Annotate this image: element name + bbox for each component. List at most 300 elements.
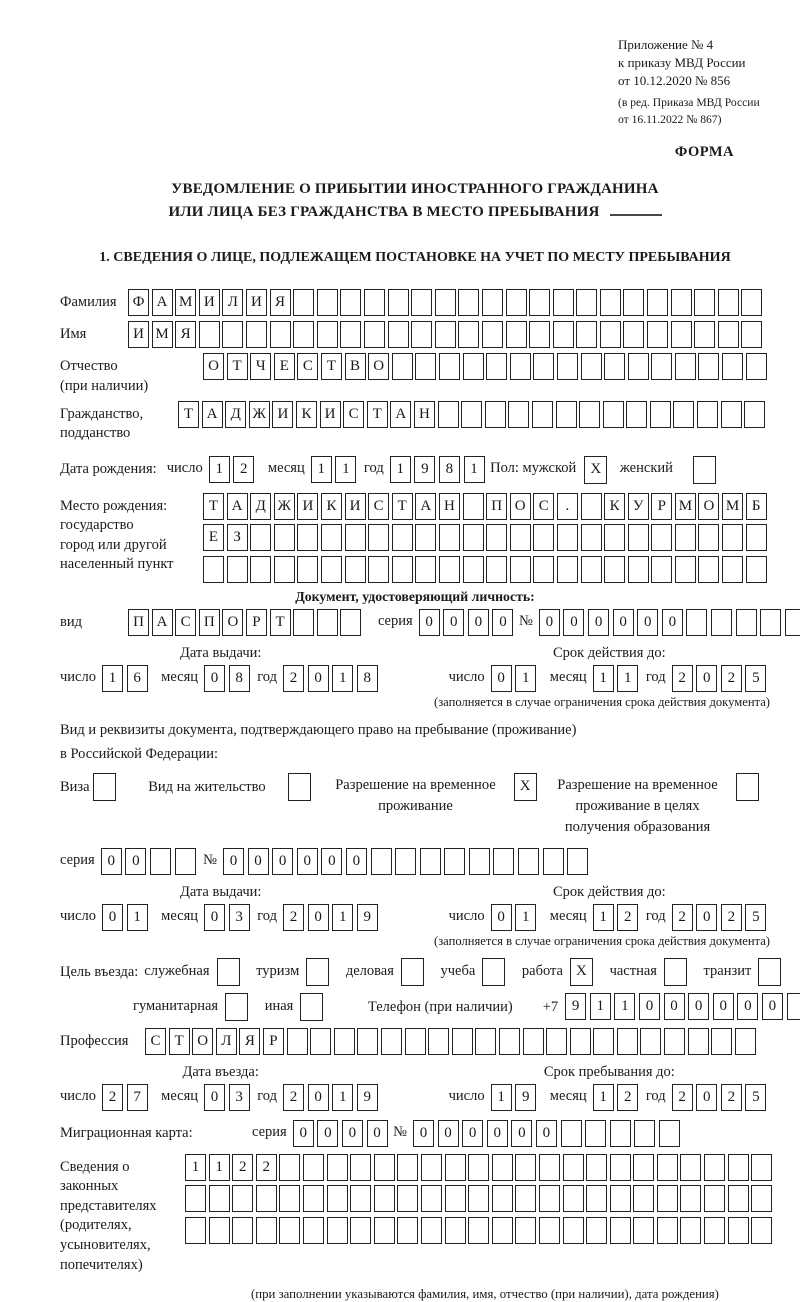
char-cell[interactable]: 2 [672,665,693,692]
char-cell[interactable] [675,353,696,380]
char-cell[interactable] [421,1217,442,1244]
char-cell[interactable] [650,401,671,428]
char-cell[interactable] [468,1185,489,1212]
char-cell[interactable] [651,556,672,583]
char-cell[interactable]: Т [178,401,199,428]
char-cell[interactable] [617,1028,638,1055]
char-cell[interactable] [698,524,719,551]
char-cell[interactable]: Я [270,289,291,316]
char-cell[interactable]: 6 [127,665,148,692]
char-cell[interactable]: 1 [491,1084,512,1111]
char-cell[interactable]: О [203,353,224,380]
char-cell[interactable] [300,993,323,1021]
char-cell[interactable]: 0 [563,609,584,636]
char-cell[interactable] [482,289,503,316]
char-cell[interactable]: Б [746,493,767,520]
char-cell[interactable] [698,556,719,583]
char-cell[interactable]: Т [203,493,224,520]
char-cell[interactable]: 0 [511,1120,532,1147]
char-cell[interactable] [623,289,644,316]
char-cell[interactable]: 0 [204,665,225,692]
char-cell[interactable]: 0 [462,1120,483,1147]
char-cell[interactable] [225,993,248,1021]
char-cell[interactable] [368,524,389,551]
char-cell[interactable] [397,1154,418,1181]
char-cell[interactable] [492,1217,513,1244]
char-cell[interactable] [401,958,424,986]
char-cell[interactable] [746,556,767,583]
char-cell[interactable] [604,556,625,583]
char-cell[interactable]: П [128,609,149,636]
char-cell[interactable] [585,1120,606,1147]
char-cell[interactable] [553,289,574,316]
char-cell[interactable] [785,609,800,636]
char-cell[interactable] [175,848,196,875]
char-cell[interactable] [751,1154,772,1181]
char-cell[interactable] [421,1185,442,1212]
char-cell[interactable] [374,1217,395,1244]
char-cell[interactable] [604,524,625,551]
char-cell[interactable] [321,524,342,551]
char-cell[interactable]: 0 [308,1084,329,1111]
char-cell[interactable] [675,556,696,583]
char-cell[interactable]: О [222,609,243,636]
char-cell[interactable]: 3 [229,1084,250,1111]
char-cell[interactable]: 1 [332,904,353,931]
char-cell[interactable] [274,556,295,583]
char-cell[interactable]: В [345,353,366,380]
char-cell[interactable] [567,848,588,875]
char-cell[interactable]: 1 [311,456,332,483]
char-cell[interactable]: 0 [346,848,367,875]
char-cell[interactable] [529,289,550,316]
char-cell[interactable]: С [368,493,389,520]
char-cell[interactable]: 1 [593,904,614,931]
char-cell[interactable] [463,493,484,520]
char-cell[interactable]: С [145,1028,166,1055]
char-cell[interactable] [576,321,597,348]
char-cell[interactable]: Р [246,609,267,636]
char-cell[interactable] [327,1217,348,1244]
char-cell[interactable]: 0 [664,993,685,1020]
char-cell[interactable] [586,1217,607,1244]
char-cell[interactable] [475,1028,496,1055]
char-cell[interactable] [533,556,554,583]
char-cell[interactable]: У [628,493,649,520]
char-cell[interactable] [452,1028,473,1055]
char-cell[interactable]: М [675,493,696,520]
char-cell[interactable]: 5 [745,904,766,931]
char-cell[interactable]: Ж [274,493,295,520]
char-cell[interactable] [533,524,554,551]
char-cell[interactable] [345,524,366,551]
char-cell[interactable] [704,1185,725,1212]
char-cell[interactable] [439,524,460,551]
char-cell[interactable] [150,848,171,875]
char-cell[interactable]: 0 [317,1120,338,1147]
char-cell[interactable]: 0 [536,1120,557,1147]
char-cell[interactable]: Д [225,401,246,428]
char-cell[interactable] [445,1185,466,1212]
char-cell[interactable] [581,493,602,520]
char-cell[interactable]: Е [203,524,224,551]
char-cell[interactable] [274,524,295,551]
char-cell[interactable] [327,1154,348,1181]
char-cell[interactable] [751,1185,772,1212]
char-cell[interactable] [250,556,271,583]
char-cell[interactable]: 1 [593,1084,614,1111]
char-cell[interactable] [293,321,314,348]
char-cell[interactable] [499,1028,520,1055]
char-cell[interactable] [539,1154,560,1181]
char-cell[interactable]: К [321,493,342,520]
char-cell[interactable] [293,289,314,316]
char-cell[interactable] [321,556,342,583]
char-cell[interactable] [671,321,692,348]
char-cell[interactable]: 2 [233,456,254,483]
char-cell[interactable] [647,289,668,316]
char-cell[interactable] [561,1120,582,1147]
char-cell[interactable] [203,556,224,583]
char-cell[interactable]: 8 [229,665,250,692]
char-cell[interactable] [581,353,602,380]
char-cell[interactable] [634,1120,655,1147]
char-cell[interactable] [673,401,694,428]
char-cell[interactable]: С [533,493,554,520]
char-cell[interactable] [581,524,602,551]
char-cell[interactable]: 0 [491,904,512,931]
char-cell[interactable]: 2 [721,1084,742,1111]
char-cell[interactable]: Л [222,289,243,316]
char-cell[interactable]: 0 [662,609,683,636]
char-cell[interactable] [287,1028,308,1055]
char-cell[interactable]: 0 [688,993,709,1020]
char-cell[interactable] [760,609,781,636]
char-cell[interactable]: Н [414,401,435,428]
char-cell[interactable] [603,401,624,428]
char-cell[interactable] [628,353,649,380]
char-cell[interactable] [718,321,739,348]
char-cell[interactable] [482,321,503,348]
char-cell[interactable]: 1 [593,665,614,692]
char-cell[interactable] [556,401,577,428]
char-cell[interactable]: 0 [762,993,783,1020]
char-cell[interactable]: О [192,1028,213,1055]
char-cell[interactable] [222,321,243,348]
char-cell[interactable] [334,1028,355,1055]
char-cell[interactable] [579,401,600,428]
char-cell[interactable] [371,848,392,875]
char-cell[interactable]: X [514,773,537,801]
char-cell[interactable]: 1 [185,1154,206,1181]
char-cell[interactable] [518,848,539,875]
char-cell[interactable]: С [297,353,318,380]
char-cell[interactable]: 0 [491,665,512,692]
char-cell[interactable] [340,321,361,348]
char-cell[interactable] [697,401,718,428]
char-cell[interactable] [586,1154,607,1181]
char-cell[interactable] [458,289,479,316]
char-cell[interactable]: З [227,524,248,551]
char-cell[interactable]: Т [321,353,342,380]
char-cell[interactable] [445,1154,466,1181]
char-cell[interactable]: 1 [390,456,411,483]
char-cell[interactable] [340,289,361,316]
char-cell[interactable] [746,524,767,551]
char-cell[interactable]: К [604,493,625,520]
char-cell[interactable] [405,1028,426,1055]
char-cell[interactable] [722,353,743,380]
char-cell[interactable] [350,1154,371,1181]
char-cell[interactable]: Ч [250,353,271,380]
char-cell[interactable] [411,321,432,348]
char-cell[interactable]: 2 [672,1084,693,1111]
char-cell[interactable]: 2 [283,1084,304,1111]
char-cell[interactable] [680,1154,701,1181]
char-cell[interactable] [327,1185,348,1212]
char-cell[interactable]: 0 [419,609,440,636]
char-cell[interactable] [539,1217,560,1244]
char-cell[interactable] [746,353,767,380]
char-cell[interactable]: . [557,493,578,520]
char-cell[interactable] [576,289,597,316]
char-cell[interactable]: 2 [256,1154,277,1181]
char-cell[interactable]: 1 [332,665,353,692]
char-cell[interactable] [741,289,762,316]
char-cell[interactable] [486,353,507,380]
char-cell[interactable] [728,1217,749,1244]
char-cell[interactable]: Т [392,493,413,520]
char-cell[interactable] [664,1028,685,1055]
char-cell[interactable] [718,289,739,316]
char-cell[interactable]: 0 [737,993,758,1020]
char-cell[interactable] [508,401,529,428]
char-cell[interactable] [392,353,413,380]
char-cell[interactable] [357,1028,378,1055]
char-cell[interactable] [392,556,413,583]
char-cell[interactable] [463,524,484,551]
char-cell[interactable] [680,1185,701,1212]
char-cell[interactable] [563,1154,584,1181]
char-cell[interactable] [428,1028,449,1055]
char-cell[interactable] [633,1154,654,1181]
char-cell[interactable]: 0 [308,665,329,692]
char-cell[interactable]: 7 [127,1084,148,1111]
char-cell[interactable] [415,353,436,380]
char-cell[interactable] [420,848,441,875]
char-cell[interactable] [303,1185,324,1212]
char-cell[interactable]: 1 [464,456,485,483]
char-cell[interactable] [633,1185,654,1212]
char-cell[interactable] [388,289,409,316]
char-cell[interactable] [688,1028,709,1055]
char-cell[interactable] [657,1217,678,1244]
char-cell[interactable]: 0 [637,609,658,636]
char-cell[interactable] [686,609,707,636]
char-cell[interactable] [539,1185,560,1212]
char-cell[interactable] [657,1154,678,1181]
char-cell[interactable] [232,1217,253,1244]
char-cell[interactable]: М [722,493,743,520]
char-cell[interactable]: 9 [565,993,586,1020]
char-cell[interactable] [610,1154,631,1181]
char-cell[interactable]: 0 [321,848,342,875]
char-cell[interactable]: 1 [209,456,230,483]
char-cell[interactable] [693,456,716,484]
char-cell[interactable] [506,289,527,316]
char-cell[interactable]: 1 [209,1154,230,1181]
char-cell[interactable]: X [584,456,607,484]
char-cell[interactable]: 9 [515,1084,536,1111]
char-cell[interactable] [388,321,409,348]
char-cell[interactable]: А [152,289,173,316]
char-cell[interactable] [397,1185,418,1212]
char-cell[interactable]: 0 [248,848,269,875]
char-cell[interactable]: Н [439,493,460,520]
char-cell[interactable] [411,289,432,316]
char-cell[interactable]: О [698,493,719,520]
char-cell[interactable] [751,1217,772,1244]
char-cell[interactable] [374,1185,395,1212]
char-cell[interactable]: Д [250,493,271,520]
char-cell[interactable]: Т [367,401,388,428]
char-cell[interactable] [593,1028,614,1055]
char-cell[interactable] [227,556,248,583]
char-cell[interactable]: 5 [745,665,766,692]
char-cell[interactable] [381,1028,402,1055]
char-cell[interactable] [640,1028,661,1055]
char-cell[interactable] [397,1217,418,1244]
char-cell[interactable] [317,609,338,636]
char-cell[interactable]: 2 [617,904,638,931]
char-cell[interactable] [288,773,311,801]
char-cell[interactable] [510,524,531,551]
char-cell[interactable]: Р [651,493,672,520]
char-cell[interactable]: 0 [204,904,225,931]
char-cell[interactable]: 0 [101,848,122,875]
char-cell[interactable] [310,1028,331,1055]
char-cell[interactable] [469,848,490,875]
char-cell[interactable] [415,524,436,551]
char-cell[interactable]: 9 [414,456,435,483]
char-cell[interactable]: 0 [308,904,329,931]
char-cell[interactable]: X [570,958,593,986]
char-cell[interactable]: А [227,493,248,520]
char-cell[interactable] [415,556,436,583]
char-cell[interactable] [728,1185,749,1212]
char-cell[interactable]: Ж [249,401,270,428]
char-cell[interactable] [586,1185,607,1212]
char-cell[interactable] [468,1217,489,1244]
char-cell[interactable]: С [343,401,364,428]
char-cell[interactable] [492,1185,513,1212]
char-cell[interactable] [664,958,687,986]
char-cell[interactable] [350,1217,371,1244]
char-cell[interactable] [444,848,465,875]
char-cell[interactable]: 2 [232,1154,253,1181]
char-cell[interactable] [744,401,765,428]
char-cell[interactable] [671,289,692,316]
char-cell[interactable] [345,556,366,583]
char-cell[interactable] [722,524,743,551]
char-cell[interactable]: А [390,401,411,428]
char-cell[interactable] [458,321,479,348]
char-cell[interactable] [256,1217,277,1244]
char-cell[interactable] [217,958,240,986]
char-cell[interactable] [317,321,338,348]
char-cell[interactable] [232,1185,253,1212]
char-cell[interactable] [350,1185,371,1212]
char-cell[interactable] [506,321,527,348]
char-cell[interactable] [303,1154,324,1181]
char-cell[interactable]: 0 [102,904,123,931]
char-cell[interactable] [317,289,338,316]
char-cell[interactable] [368,556,389,583]
char-cell[interactable] [439,556,460,583]
char-cell[interactable] [735,1028,756,1055]
char-cell[interactable]: 2 [721,665,742,692]
char-cell[interactable] [546,1028,567,1055]
char-cell[interactable] [633,1217,654,1244]
char-cell[interactable]: 0 [293,1120,314,1147]
char-cell[interactable]: 2 [672,904,693,931]
char-cell[interactable] [628,556,649,583]
char-cell[interactable] [246,321,267,348]
char-cell[interactable]: 0 [588,609,609,636]
char-cell[interactable] [463,353,484,380]
char-cell[interactable] [340,609,361,636]
char-cell[interactable]: И [320,401,341,428]
char-cell[interactable] [486,524,507,551]
char-cell[interactable] [374,1154,395,1181]
char-cell[interactable] [680,1217,701,1244]
char-cell[interactable] [698,353,719,380]
char-cell[interactable] [758,958,781,986]
char-cell[interactable] [438,401,459,428]
char-cell[interactable] [553,321,574,348]
char-cell[interactable] [604,353,625,380]
char-cell[interactable] [270,321,291,348]
char-cell[interactable]: И [272,401,293,428]
char-cell[interactable] [736,773,759,801]
char-cell[interactable] [543,848,564,875]
char-cell[interactable] [493,848,514,875]
char-cell[interactable]: Т [227,353,248,380]
char-cell[interactable] [711,1028,732,1055]
char-cell[interactable]: 2 [283,904,304,931]
char-cell[interactable]: 0 [367,1120,388,1147]
char-cell[interactable] [463,556,484,583]
char-cell[interactable] [445,1217,466,1244]
char-cell[interactable]: 2 [102,1084,123,1111]
char-cell[interactable] [364,321,385,348]
char-cell[interactable]: 1 [102,665,123,692]
char-cell[interactable]: 0 [438,1120,459,1147]
char-cell[interactable]: 0 [204,1084,225,1111]
char-cell[interactable] [532,401,553,428]
char-cell[interactable] [736,609,757,636]
char-cell[interactable]: 0 [696,1084,717,1111]
char-cell[interactable]: 1 [127,904,148,931]
char-cell[interactable] [468,1154,489,1181]
char-cell[interactable]: 8 [439,456,460,483]
char-cell[interactable] [185,1185,206,1212]
char-cell[interactable]: Т [270,609,291,636]
char-cell[interactable] [435,289,456,316]
char-cell[interactable] [515,1217,536,1244]
char-cell[interactable] [279,1217,300,1244]
char-cell[interactable]: И [246,289,267,316]
